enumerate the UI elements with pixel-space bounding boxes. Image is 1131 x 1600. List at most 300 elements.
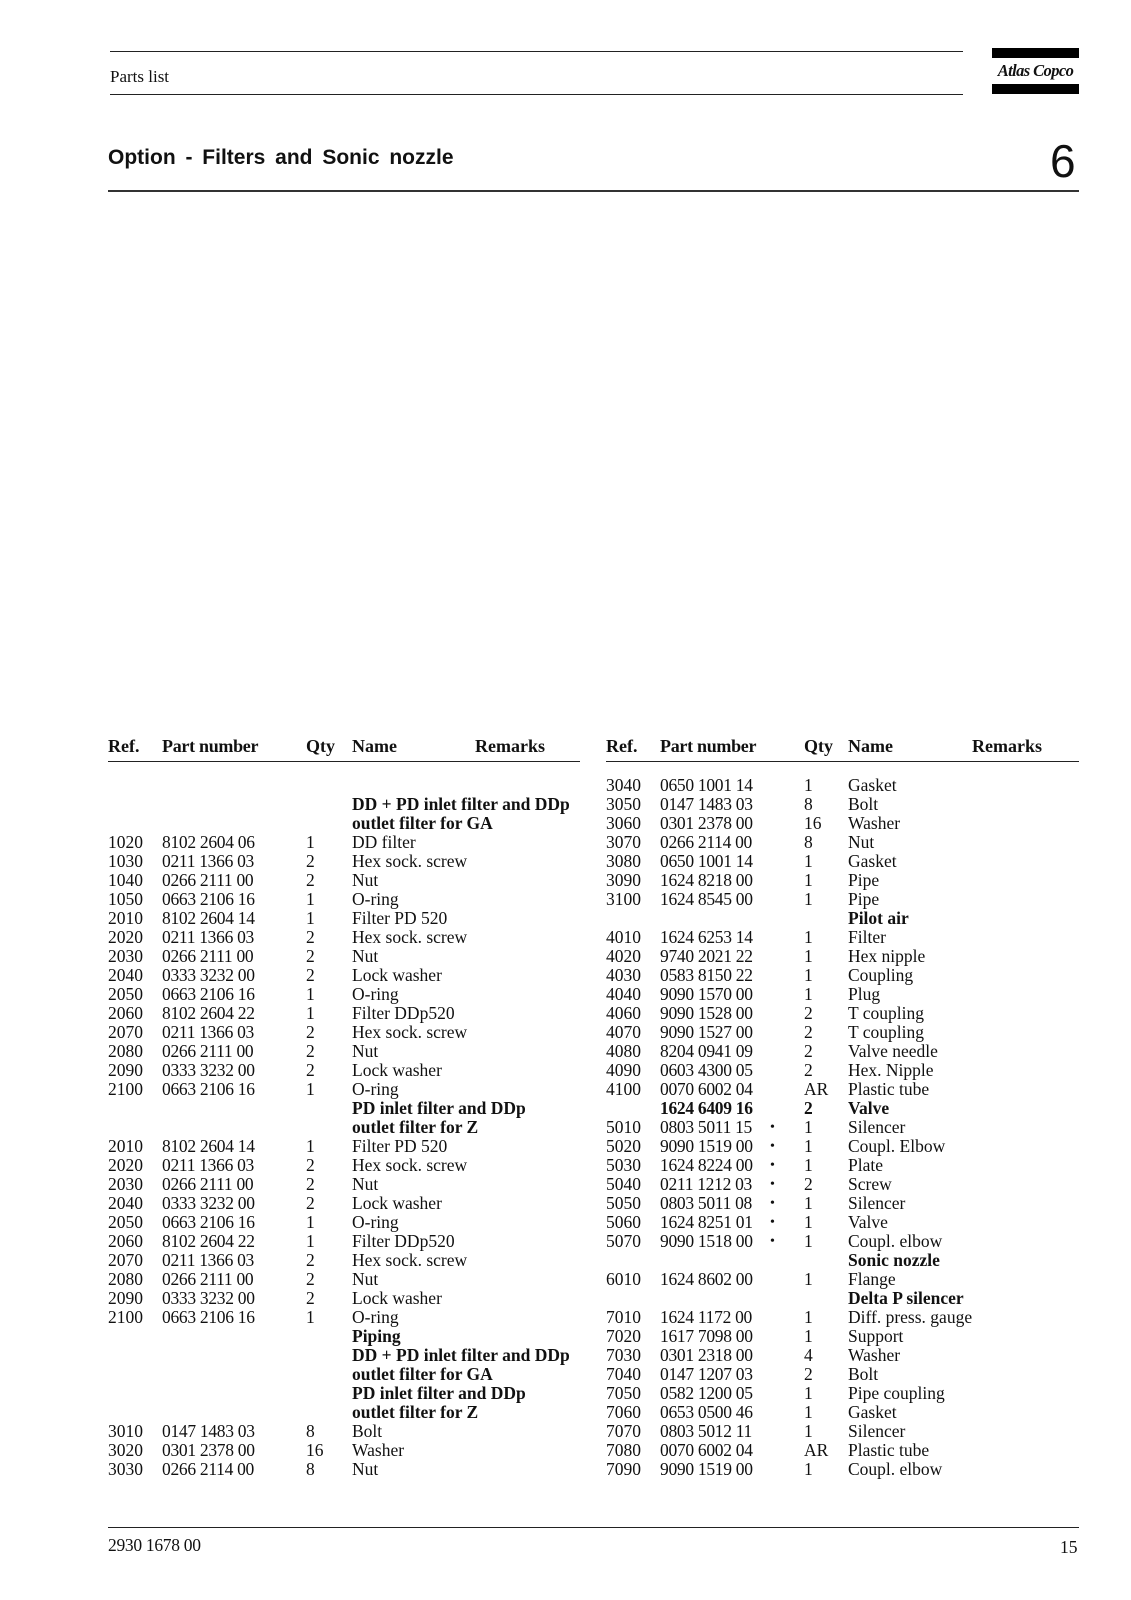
- ref-cell: 2070: [108, 1022, 143, 1042]
- part-number-cell: 0211 1366 03: [162, 1022, 255, 1042]
- part-number-cell: 0803 5011 08: [660, 1193, 753, 1213]
- part-number-cell: 0211 1366 03: [162, 927, 255, 947]
- name-cell: Flange: [848, 1269, 896, 1289]
- table-row: [108, 1289, 580, 1308]
- name-cell: Hex sock. screw: [352, 1250, 468, 1270]
- table-row: [606, 871, 1079, 890]
- part-number-cell: 0266 2111 00: [162, 1174, 254, 1194]
- table-row: [606, 1175, 1079, 1194]
- ref-cell: 4100: [606, 1079, 641, 1099]
- name-cell: Silencer: [848, 1193, 906, 1213]
- part-number-cell: 9090 1570 00: [660, 984, 753, 1004]
- qty-cell: 1: [804, 851, 813, 871]
- name-cell: outlet filter for Z: [352, 1117, 479, 1137]
- name-cell: Coupl. elbow: [848, 1459, 943, 1479]
- name-cell: Lock washer: [352, 1060, 442, 1080]
- qty-cell: 2: [804, 1060, 813, 1080]
- table-row: [606, 814, 1079, 833]
- group-heading-row: [108, 1384, 580, 1403]
- name-cell: Plastic tube: [848, 1079, 930, 1099]
- name-cell: Nut: [352, 1269, 379, 1289]
- name-cell: Lock washer: [352, 1193, 442, 1213]
- qty-cell: 16: [804, 813, 822, 833]
- table-row: [108, 833, 580, 852]
- name-cell: Filter DDp520: [352, 1003, 455, 1023]
- part-number-cell: 0803 5012 11: [660, 1421, 753, 1441]
- ref-cell: 2020: [108, 927, 143, 947]
- name-cell: Nut: [352, 870, 379, 890]
- table-row: [108, 1194, 580, 1213]
- table-row: [606, 1422, 1079, 1441]
- part-number-cell: 1624 8602 00: [660, 1269, 753, 1289]
- page-number: 15: [1060, 1537, 1078, 1557]
- qty-cell: 1: [306, 1212, 315, 1232]
- qty-cell: 1: [804, 889, 813, 909]
- table-row: [108, 1042, 580, 1061]
- ref-cell: 3040: [606, 775, 641, 795]
- ref-cell: 3020: [108, 1440, 143, 1460]
- qty-cell: 1: [306, 984, 315, 1004]
- name-cell: Nut: [352, 1459, 379, 1479]
- qty-cell: 16: [306, 1440, 324, 1460]
- group-heading-row: [108, 1099, 580, 1118]
- part-number-cell: 9090 1519 00: [660, 1136, 753, 1156]
- name-cell: Nut: [352, 1174, 379, 1194]
- part-number-cell: 9090 1519 00: [660, 1459, 753, 1479]
- group-heading-row: [108, 795, 580, 814]
- name-cell: Washer: [352, 1440, 405, 1460]
- name-cell: DD filter: [352, 832, 416, 852]
- ref-cell: 2030: [108, 946, 143, 966]
- part-number-cell: 0663 2106 16: [162, 984, 255, 1004]
- part-number-cell: 0333 3232 00: [162, 1193, 255, 1213]
- qty-cell: 1: [804, 1421, 813, 1441]
- name-cell: Washer: [848, 1345, 901, 1365]
- name-cell: Hex sock. screw: [352, 851, 468, 871]
- table-row: [606, 1194, 1079, 1213]
- table-row: [606, 947, 1079, 966]
- qty-cell: 1: [804, 946, 813, 966]
- table-row: [108, 871, 580, 890]
- name-cell: Lock washer: [352, 1288, 442, 1308]
- ref-cell: 7060: [606, 1402, 641, 1422]
- qty-cell: 2: [804, 1041, 813, 1061]
- name-cell: outlet filter for Z: [352, 1402, 479, 1422]
- ref-cell: 5050: [606, 1193, 641, 1213]
- qty-cell: 1: [804, 1117, 813, 1137]
- qty-cell: 2: [306, 1060, 315, 1080]
- ref-cell: 4080: [606, 1041, 641, 1061]
- name-cell: Pipe: [848, 870, 880, 890]
- table-row: [108, 1422, 580, 1441]
- table-row: [606, 928, 1079, 947]
- part-number-cell: 0147 1483 03: [162, 1421, 255, 1441]
- marker-cell: •: [770, 1215, 775, 1230]
- table-row: [108, 1308, 580, 1327]
- marker-cell: •: [770, 1177, 775, 1192]
- qty-cell: 1: [804, 1231, 813, 1251]
- ref-cell: 2010: [108, 1136, 143, 1156]
- group-heading-row: [108, 1365, 580, 1384]
- ref-cell: 4060: [606, 1003, 641, 1023]
- name-cell: Filter PD 520: [352, 908, 448, 928]
- ref-cell: 2010: [108, 908, 143, 928]
- header-bottom-rule: [110, 94, 963, 95]
- qty-cell: 1: [804, 1402, 813, 1422]
- name-cell: O-ring: [352, 889, 399, 909]
- part-number-cell: 1624 6409 16: [660, 1098, 753, 1118]
- qty-cell: 1: [804, 1212, 813, 1232]
- table-row: [108, 1213, 580, 1232]
- qty-cell: 2: [306, 1041, 315, 1061]
- name-cell: Gasket: [848, 775, 897, 795]
- ref-cell: 1020: [108, 832, 143, 852]
- ref-cell: 7080: [606, 1440, 641, 1460]
- name-cell: Sonic nozzle: [848, 1250, 940, 1270]
- qty-cell: 1: [804, 1307, 813, 1327]
- ref-cell: 3100: [606, 889, 641, 909]
- name-cell: PD inlet filter and DDp: [352, 1098, 526, 1118]
- name-cell: DD + PD inlet filter and DDp: [352, 1345, 570, 1365]
- ref-cell: 2050: [108, 984, 143, 1004]
- table-row: [606, 1118, 1079, 1137]
- name-cell: Silencer: [848, 1421, 906, 1441]
- name-cell: Nut: [848, 832, 875, 852]
- qty-cell: 2: [306, 1250, 315, 1270]
- part-number-cell: 0333 3232 00: [162, 1288, 255, 1308]
- group-heading-row: [606, 909, 1079, 928]
- qty-cell: 1: [804, 870, 813, 890]
- table-body: [108, 762, 580, 1479]
- part-number-cell: 1624 8224 00: [660, 1155, 753, 1175]
- ref-cell: 3050: [606, 794, 641, 814]
- qty-cell: 2: [306, 870, 315, 890]
- name-cell: Hex nipple: [848, 946, 926, 966]
- qty-cell: 1: [804, 984, 813, 1004]
- name-cell: Screw: [848, 1174, 892, 1194]
- name-cell: Valve: [848, 1212, 888, 1232]
- part-number-cell: 0582 1200 05: [660, 1383, 753, 1403]
- part-number-cell: 0266 2111 00: [162, 870, 254, 890]
- ref-cell: 7030: [606, 1345, 641, 1365]
- qty-cell: 1: [306, 889, 315, 909]
- name-cell: Plastic tube: [848, 1440, 930, 1460]
- ref-cell: 2060: [108, 1003, 143, 1023]
- name-cell: Piping: [352, 1326, 401, 1346]
- ref-cell: 4070: [606, 1022, 641, 1042]
- logo-wordmark: Atlas Copco: [997, 61, 1074, 80]
- ref-cell: 2100: [108, 1079, 143, 1099]
- ref-cell: 1050: [108, 889, 143, 909]
- qty-cell: 2: [804, 1022, 813, 1042]
- part-number-cell: 0653 0500 46: [660, 1402, 753, 1422]
- logo-top-bar: [992, 48, 1079, 58]
- logo-bottom-bar: [992, 84, 1079, 94]
- part-number-cell: 8102 2604 22: [162, 1003, 255, 1023]
- part-number-cell: 0650 1001 14: [660, 851, 753, 871]
- table-row: [606, 795, 1079, 814]
- ref-cell: 5040: [606, 1174, 641, 1194]
- section-title-rule: [108, 190, 1079, 192]
- parts-table-left: [108, 735, 580, 1479]
- name-cell: Hex sock. screw: [352, 1155, 468, 1175]
- ref-cell: 3090: [606, 870, 641, 890]
- footer-rule: [108, 1527, 1079, 1528]
- qty-cell: 1: [804, 965, 813, 985]
- part-number-cell: 9740 2021 22: [660, 946, 753, 966]
- table-row: [108, 890, 580, 909]
- part-number-cell: 0603 4300 05: [660, 1060, 753, 1080]
- qty-cell: 1: [804, 1136, 813, 1156]
- qty-cell: 1: [306, 1307, 315, 1327]
- group-heading-row: [108, 1346, 580, 1365]
- table-row: [108, 966, 580, 985]
- ref-cell: 2090: [108, 1288, 143, 1308]
- ref-cell: 3080: [606, 851, 641, 871]
- table-row: [108, 1137, 580, 1156]
- ref-cell: 2090: [108, 1060, 143, 1080]
- table-row: [606, 1232, 1079, 1251]
- table-row: [606, 1080, 1079, 1099]
- table-row: [606, 833, 1079, 852]
- ref-cell: 7010: [606, 1307, 641, 1327]
- table-row: [606, 1308, 1079, 1327]
- qty-cell: 1: [804, 1326, 813, 1346]
- name-cell: Pipe: [848, 889, 880, 909]
- name-cell: Pilot air: [848, 908, 909, 928]
- ref-cell: 2060: [108, 1231, 143, 1251]
- qty-cell: 2: [804, 1364, 813, 1384]
- table-row: [606, 890, 1079, 909]
- header-title: Parts list: [110, 67, 170, 86]
- table-row: [108, 1441, 580, 1460]
- table-header: [108, 735, 580, 762]
- header-name: Name: [848, 736, 893, 756]
- table-row: [108, 1270, 580, 1289]
- name-cell: Bolt: [352, 1421, 383, 1441]
- name-cell: T coupling: [848, 1022, 924, 1042]
- chapter-number: 6: [1050, 135, 1076, 187]
- qty-cell: 1: [804, 775, 813, 795]
- ref-cell: 4030: [606, 965, 641, 985]
- ref-cell: 4090: [606, 1060, 641, 1080]
- table-row: [108, 1232, 580, 1251]
- part-number-cell: 8102 2604 14: [162, 908, 255, 928]
- parts-table-right: [606, 735, 1079, 1479]
- name-cell: Bolt: [848, 1364, 879, 1384]
- part-number-cell: 8102 2604 06: [162, 832, 255, 852]
- name-cell: Hex sock. screw: [352, 927, 468, 947]
- name-cell: DD + PD inlet filter and DDp: [352, 794, 570, 814]
- marker-cell: •: [770, 1120, 775, 1135]
- ref-cell: 2040: [108, 1193, 143, 1213]
- ref-cell: 7040: [606, 1364, 641, 1384]
- part-number-cell: 1624 8251 01: [660, 1212, 753, 1232]
- header-ref: Ref.: [108, 736, 140, 756]
- ref-cell: 5020: [606, 1136, 641, 1156]
- ref-cell: 2030: [108, 1174, 143, 1194]
- group-heading-row: [108, 814, 580, 833]
- name-cell: Support: [848, 1326, 904, 1346]
- ref-cell: 2100: [108, 1307, 143, 1327]
- table-body: [606, 762, 1079, 1479]
- qty-cell: 1: [804, 927, 813, 947]
- part-number-cell: 9090 1527 00: [660, 1022, 753, 1042]
- name-cell: Washer: [848, 813, 901, 833]
- ref-cell: 7050: [606, 1383, 641, 1403]
- ref-cell: 4010: [606, 927, 641, 947]
- ref-cell: 2050: [108, 1212, 143, 1232]
- group-heading-row: [606, 1289, 1079, 1308]
- qty-cell: 1: [306, 832, 315, 852]
- ref-cell: 5010: [606, 1117, 641, 1137]
- ref-cell: 7020: [606, 1326, 641, 1346]
- qty-cell: 2: [804, 1003, 813, 1023]
- part-number-cell: 1624 6253 14: [660, 927, 753, 947]
- qty-cell: 1: [306, 1079, 315, 1099]
- table-row: [606, 1403, 1079, 1422]
- name-cell: Filter PD 520: [352, 1136, 448, 1156]
- part-number-cell: 8204 0941 09: [660, 1041, 753, 1061]
- qty-cell: 1: [804, 1383, 813, 1403]
- table-row: [108, 1156, 580, 1175]
- table-row: [606, 1213, 1079, 1232]
- document-number: 2930 1678 00: [108, 1535, 201, 1555]
- header-part-number: Part number: [162, 736, 259, 756]
- part-number-cell: 8102 2604 22: [162, 1231, 255, 1251]
- qty-cell: AR: [804, 1079, 829, 1099]
- name-cell: T coupling: [848, 1003, 924, 1023]
- name-cell: O-ring: [352, 1079, 399, 1099]
- qty-cell: 1: [804, 1193, 813, 1213]
- table-row: [606, 1004, 1079, 1023]
- qty-cell: 8: [306, 1421, 315, 1441]
- qty-cell: 2: [306, 1288, 315, 1308]
- name-cell: Coupl. elbow: [848, 1231, 943, 1251]
- qty-cell: 1: [306, 1231, 315, 1251]
- ref-cell: 7090: [606, 1459, 641, 1479]
- table-row: [606, 1023, 1079, 1042]
- marker-cell: •: [770, 1234, 775, 1249]
- ref-cell: 1030: [108, 851, 143, 871]
- name-cell: Hex sock. screw: [352, 1022, 468, 1042]
- name-cell: Lock washer: [352, 965, 442, 985]
- header-top-rule: [110, 51, 963, 52]
- name-cell: Pipe coupling: [848, 1383, 945, 1403]
- ref-cell: 5030: [606, 1155, 641, 1175]
- table-row: [108, 1080, 580, 1099]
- qty-cell: 8: [306, 1459, 315, 1479]
- qty-cell: 1: [306, 1003, 315, 1023]
- table-row: [606, 1441, 1079, 1460]
- table-row: [606, 852, 1079, 871]
- table-header: [606, 735, 1079, 762]
- part-number-cell: 8102 2604 14: [162, 1136, 255, 1156]
- ref-cell: 4020: [606, 946, 641, 966]
- table-row: [606, 1460, 1079, 1479]
- qty-cell: AR: [804, 1440, 829, 1460]
- ref-cell: 5060: [606, 1212, 641, 1232]
- qty-cell: 1: [306, 1136, 315, 1156]
- qty-cell: 2: [306, 1174, 315, 1194]
- marker-cell: •: [770, 1139, 775, 1154]
- group-heading-row: [606, 1251, 1079, 1270]
- part-number-cell: 1624 8545 00: [660, 889, 753, 909]
- part-number-cell: 0301 2378 00: [660, 813, 753, 833]
- qty-cell: 2: [306, 927, 315, 947]
- marker-cell: •: [770, 1158, 775, 1173]
- table-row: [606, 1365, 1079, 1384]
- qty-cell: 2: [306, 1193, 315, 1213]
- qty-cell: 2: [306, 851, 315, 871]
- name-cell: outlet filter for GA: [352, 1364, 493, 1384]
- part-number-cell: 0583 8150 22: [660, 965, 753, 985]
- header-remarks: Remarks: [475, 736, 545, 756]
- group-heading-row: [108, 1403, 580, 1422]
- ref-cell: 4040: [606, 984, 641, 1004]
- table-row: [108, 1023, 580, 1042]
- table-row: [108, 1061, 580, 1080]
- table-row: [108, 947, 580, 966]
- ref-cell: 7070: [606, 1421, 641, 1441]
- part-number-cell: 0266 2111 00: [162, 1269, 254, 1289]
- name-cell: Delta P silencer: [848, 1288, 964, 1308]
- name-cell: Diff. press. gauge: [848, 1307, 973, 1327]
- part-number-cell: 0663 2106 16: [162, 1079, 255, 1099]
- qty-cell: 8: [804, 794, 813, 814]
- name-cell: Plate: [848, 1155, 883, 1175]
- group-heading-row: [108, 1327, 580, 1346]
- table-row: [606, 966, 1079, 985]
- name-cell: Nut: [352, 946, 379, 966]
- table-row: [108, 909, 580, 928]
- qty-cell: 4: [804, 1345, 813, 1365]
- table-row: [606, 1137, 1079, 1156]
- name-cell: Filter DDp520: [352, 1231, 455, 1251]
- name-cell: Nut: [352, 1041, 379, 1061]
- qty-cell: 2: [306, 1269, 315, 1289]
- header-remarks: Remarks: [972, 736, 1042, 756]
- qty-cell: 2: [306, 1155, 315, 1175]
- qty-cell: 8: [804, 832, 813, 852]
- part-number-cell: 0803 5011 15: [660, 1117, 753, 1137]
- table-row: [606, 1327, 1079, 1346]
- name-cell: Hex. Nipple: [848, 1060, 934, 1080]
- part-number-cell: 1624 1172 00: [660, 1307, 753, 1327]
- part-number-cell: 0211 1366 03: [162, 1250, 255, 1270]
- ref-cell: 3070: [606, 832, 641, 852]
- part-number-cell: 0333 3232 00: [162, 1060, 255, 1080]
- part-number-cell: 0211 1212 03: [660, 1174, 753, 1194]
- qty-cell: 2: [306, 965, 315, 985]
- part-number-cell: 0266 2111 00: [162, 946, 254, 966]
- brand-logo: [992, 48, 1079, 94]
- ref-cell: 1040: [108, 870, 143, 890]
- part-number-cell: 0663 2106 16: [162, 1307, 255, 1327]
- part-number-cell: 0663 2106 16: [162, 1212, 255, 1232]
- table-row: [108, 1175, 580, 1194]
- name-cell: Filter: [848, 927, 886, 947]
- marker-cell: •: [770, 1196, 775, 1211]
- ref-cell: 5070: [606, 1231, 641, 1251]
- ref-cell: 3060: [606, 813, 641, 833]
- part-number-cell: 0266 2111 00: [162, 1041, 254, 1061]
- table-row: [606, 1156, 1079, 1175]
- ref-cell: 3030: [108, 1459, 143, 1479]
- qty-cell: 2: [804, 1098, 813, 1118]
- part-number-cell: 1624 8218 00: [660, 870, 753, 890]
- header-qty: Qty: [804, 736, 833, 756]
